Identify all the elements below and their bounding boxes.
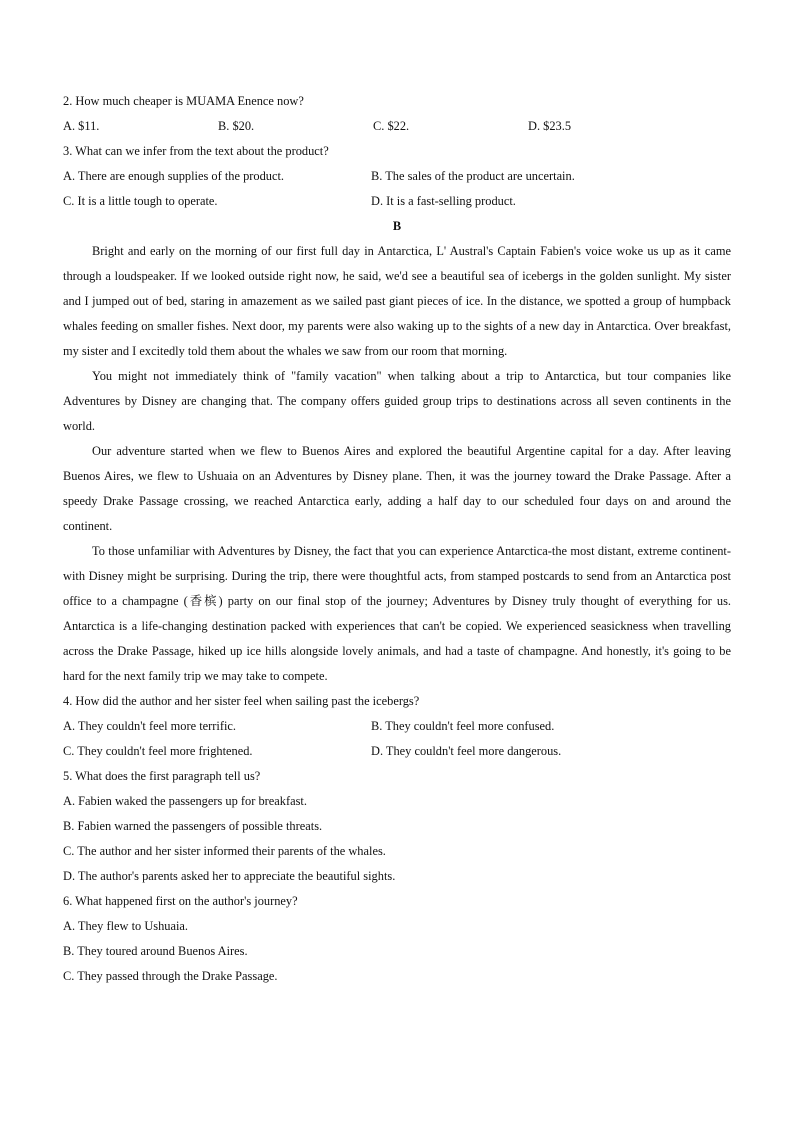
question-2-options xyxy=(63,114,731,139)
option-d: D. The author's parents asked her to appreciate the beautiful sights. xyxy=(63,869,396,883)
option-c: C. It is a little tough to operate. xyxy=(63,194,218,208)
passage-paragraph: You might not immediately think of "family vacation" when talking about a trip to Antarctica, but tour companies like Adventures by Disney are changing that. The company offers guided group trips to destinations across all seven continents in the world. xyxy=(63,369,731,433)
option-b: B. They couldn't feel more confused. xyxy=(371,719,555,733)
option-a: A. $11. xyxy=(63,119,100,133)
question-3-options-row-1 xyxy=(63,164,731,189)
option-b: B. They toured around Buenos Aires. xyxy=(63,944,248,958)
option-b: B. $20. xyxy=(218,119,255,133)
passage-paragraph: Bright and early on the morning of our first full day in Antarctica, L' Austral's Captain Fabien's voice woke us up as it came through a loudspeaker. If we looked outside right now, he said, we'd see a beautiful sea of icebergs in the golden sunlight. My sister and I jumped out of bed, staring in amazement as we sailed past giant pieces of ice. In the distance, we spotted a group of humpback whales feeding on smaller fishes. Next door, my parents were also waking up to the sights of a new day in Antarctica. Over breakfast, my sister and I excitedly told them about the whales we saw from our room that morning. xyxy=(63,244,731,358)
section-title: B xyxy=(392,219,402,233)
option-c: C. They couldn't feel more frightened. xyxy=(63,744,253,758)
question-2: 2. How much cheaper is MUAMA Enence now? xyxy=(63,94,304,108)
option-c: C. The author and her sister informed their parents of the whales. xyxy=(63,844,386,858)
question-3: 3. What can we infer from the text about the product? xyxy=(63,144,329,158)
question-3-options-row-2 xyxy=(63,189,731,214)
option-a: A. There are enough supplies of the product. xyxy=(63,169,285,183)
option-c: C. They passed through the Drake Passage. xyxy=(63,969,278,983)
option-d: D. $23.5 xyxy=(528,119,572,133)
option-a: A. They flew to Ushuaia. xyxy=(63,919,189,933)
option-b: B. The sales of the product are uncertain. xyxy=(371,169,575,183)
option-d: D. They couldn't feel more dangerous. xyxy=(371,744,562,758)
passage-paragraph: Our adventure started when we flew to Buenos Aires and explored the beautiful Argentine capital for a day. After leaving Buenos Aires, we flew to Ushuaia on an Adventures by Disney plane. Then, it was the journey toward the Drake Passage. After a speedy Drake Passage crossing, we reached Antarctica early, adding a half day to our scheduled four days on and around the continent. xyxy=(63,444,731,533)
option-a: A. They couldn't feel more terrific. xyxy=(63,719,236,733)
option-a: A. Fabien waked the passengers up for breakfast. xyxy=(63,794,307,808)
question-4-options-row-1 xyxy=(63,714,731,739)
option-b: B. Fabien warned the passengers of possible threats. xyxy=(63,819,323,833)
question-6: 6. What happened first on the author's journey? xyxy=(63,894,298,908)
question-5: 5. What does the first paragraph tell us? xyxy=(63,769,261,783)
question-4-options-row-2 xyxy=(63,739,731,764)
question-4: 4. How did the author and her sister feel when sailing past the icebergs? xyxy=(63,694,420,708)
passage-paragraph: To those unfamiliar with Adventures by Disney, the fact that you can experience Antarctica-the most distant, extreme continent-with Disney might be surprising. During the trip, there were thoughtful acts, from stamped postcards to send from an Antarctica post office to a champagne (香槟) party on our final stop of the journey; Adventures by Disney truly thought of everything for us. Antarctica is a life-changing destination packed with experiences that can't be copied. We experienced seasickness when travelling across the Drake Passage, hiked up ice hills alongside lovely animals, and had a taste of champagne. And honestly, it's going to be hard for the next family trip we may take to compete. xyxy=(63,544,731,683)
option-c: C. $22. xyxy=(373,119,410,133)
exam-page xyxy=(63,89,731,989)
option-d: D. It is a fast-selling product. xyxy=(371,194,516,208)
